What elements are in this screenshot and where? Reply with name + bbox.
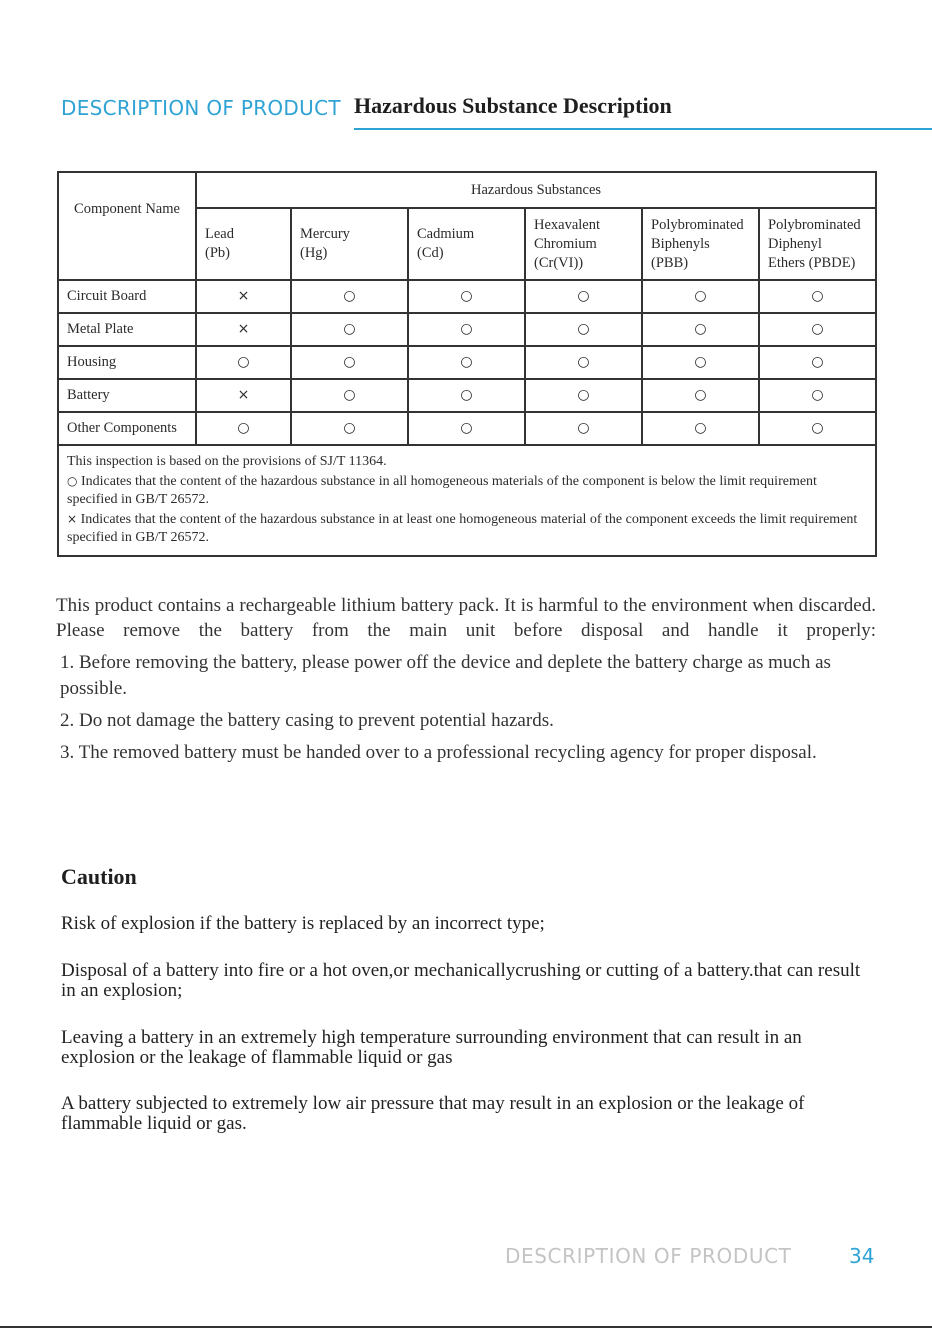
mark-chromium: ○ [525, 313, 642, 346]
mark-cadmium: ○ [408, 280, 525, 313]
mark-mercury: ○ [291, 379, 408, 412]
component-name: Metal Plate [58, 313, 196, 346]
column-header-pbde: Polybrominated Diphenyl Ethers (PBDE) [759, 208, 876, 280]
column-header-lead: Lead (Pb) [196, 208, 291, 280]
component-name-header: Component Name [58, 172, 196, 280]
mark-cadmium: ○ [408, 313, 525, 346]
caution-item-2: Disposal of a battery into fire or a hot oven,or mechanicallycrushing or cutting of a battery.that can result in an explosion; [61, 960, 861, 1001]
battery-step-1: 1. Before removing the battery, please power off the device and deplete the battery charge as much as possible. [60, 652, 831, 699]
page-number: 34 [849, 1244, 875, 1268]
mark-cadmium: ○ [408, 379, 525, 412]
battery-step-3: 3. The removed battery must be handed over to a professional recycling agency for proper disposal. [60, 742, 817, 763]
section-label: DESCRIPTION OF PRODUCT [61, 96, 341, 120]
table-row [58, 346, 876, 379]
component-name: Other Components [58, 412, 196, 445]
mark-cadmium: ○ [408, 346, 525, 379]
footer-section-label: DESCRIPTION OF PRODUCT [505, 1244, 792, 1268]
mark-lead: × [196, 280, 291, 313]
inspection-basis-note: This inspection is based on the provisions of SJ/T 11364. [67, 454, 387, 469]
mark-pbb: ○ [642, 346, 759, 379]
mark-cadmium: ○ [408, 412, 525, 445]
mark-mercury: ○ [291, 280, 408, 313]
mark-lead: ○ [196, 412, 291, 445]
mark-pbb: ○ [642, 280, 759, 313]
hazardous-substances-header: Hazardous Substances [196, 172, 876, 208]
title-underline [354, 128, 932, 130]
mark-lead: × [196, 379, 291, 412]
page-title: Hazardous Substance Description [354, 93, 672, 118]
mark-pbde: ○ [759, 313, 876, 346]
mark-chromium: ○ [525, 379, 642, 412]
mark-chromium: ○ [525, 280, 642, 313]
component-name: Battery [58, 379, 196, 412]
caution-heading: Caution [61, 864, 137, 889]
mark-lead: ○ [196, 346, 291, 379]
table-row [58, 412, 876, 445]
o-symbol-note: ○ Indicates that the content of the hazardous substance in all homogeneous materials of the component is below the limit requirement specified in GB/T 26572. [67, 473, 817, 507]
table-row [58, 313, 876, 346]
caution-item-4: A battery subjected to extremely low air pressure that may result in an explosion or the leakage of flammable liquid or gas. [61, 1093, 805, 1134]
cross-symbol: × [67, 511, 78, 526]
circle-symbol: ○ [67, 473, 78, 488]
table-row [58, 379, 876, 412]
mark-pbb: ○ [642, 313, 759, 346]
column-header-pbb: Polybrominated Biphenyls (PBB) [642, 208, 759, 280]
mark-pbb: ○ [642, 412, 759, 445]
mark-pbde: ○ [759, 280, 876, 313]
table-notes [58, 445, 876, 556]
mark-lead: × [196, 313, 291, 346]
battery-step-2: 2. Do not damage the battery casing to prevent potential hazards. [60, 710, 554, 731]
mark-pbde: ○ [759, 346, 876, 379]
mark-mercury: ○ [291, 412, 408, 445]
column-header-mercury: Mercury (Hg) [291, 208, 408, 280]
battery-intro-paragraph: This product contains a rechargeable lithium battery pack. It is harmful to the environment when discarded. Please remove the battery from the main unit before disposal and handle it properly: [56, 595, 876, 641]
hazardous-substance-table [57, 171, 877, 557]
column-header-cadmium: Cadmium (Cd) [408, 208, 525, 280]
column-header-hexavalent-chromium: Hexavalent Chromium (Cr(VI)) [525, 208, 642, 280]
mark-chromium: ○ [525, 412, 642, 445]
mark-mercury: ○ [291, 346, 408, 379]
mark-mercury: ○ [291, 313, 408, 346]
caution-item-1: Risk of explosion if the battery is replaced by an incorrect type; [61, 913, 545, 934]
mark-pbb: ○ [642, 379, 759, 412]
component-name: Circuit Board [58, 280, 196, 313]
mark-pbde: ○ [759, 379, 876, 412]
mark-chromium: ○ [525, 346, 642, 379]
caution-item-3: Leaving a battery in an extremely high temperature surrounding environment that can result in an explosion or the leakage of flammable liquid or gas [61, 1027, 802, 1068]
table-row [58, 280, 876, 313]
x-symbol-note: × Indicates that the content of the hazardous substance in at least one homogeneous material of the component exceeds the limit requirement specified in GB/T 26572. [67, 511, 858, 545]
mark-pbde: ○ [759, 412, 876, 445]
component-name: Housing [58, 346, 196, 379]
